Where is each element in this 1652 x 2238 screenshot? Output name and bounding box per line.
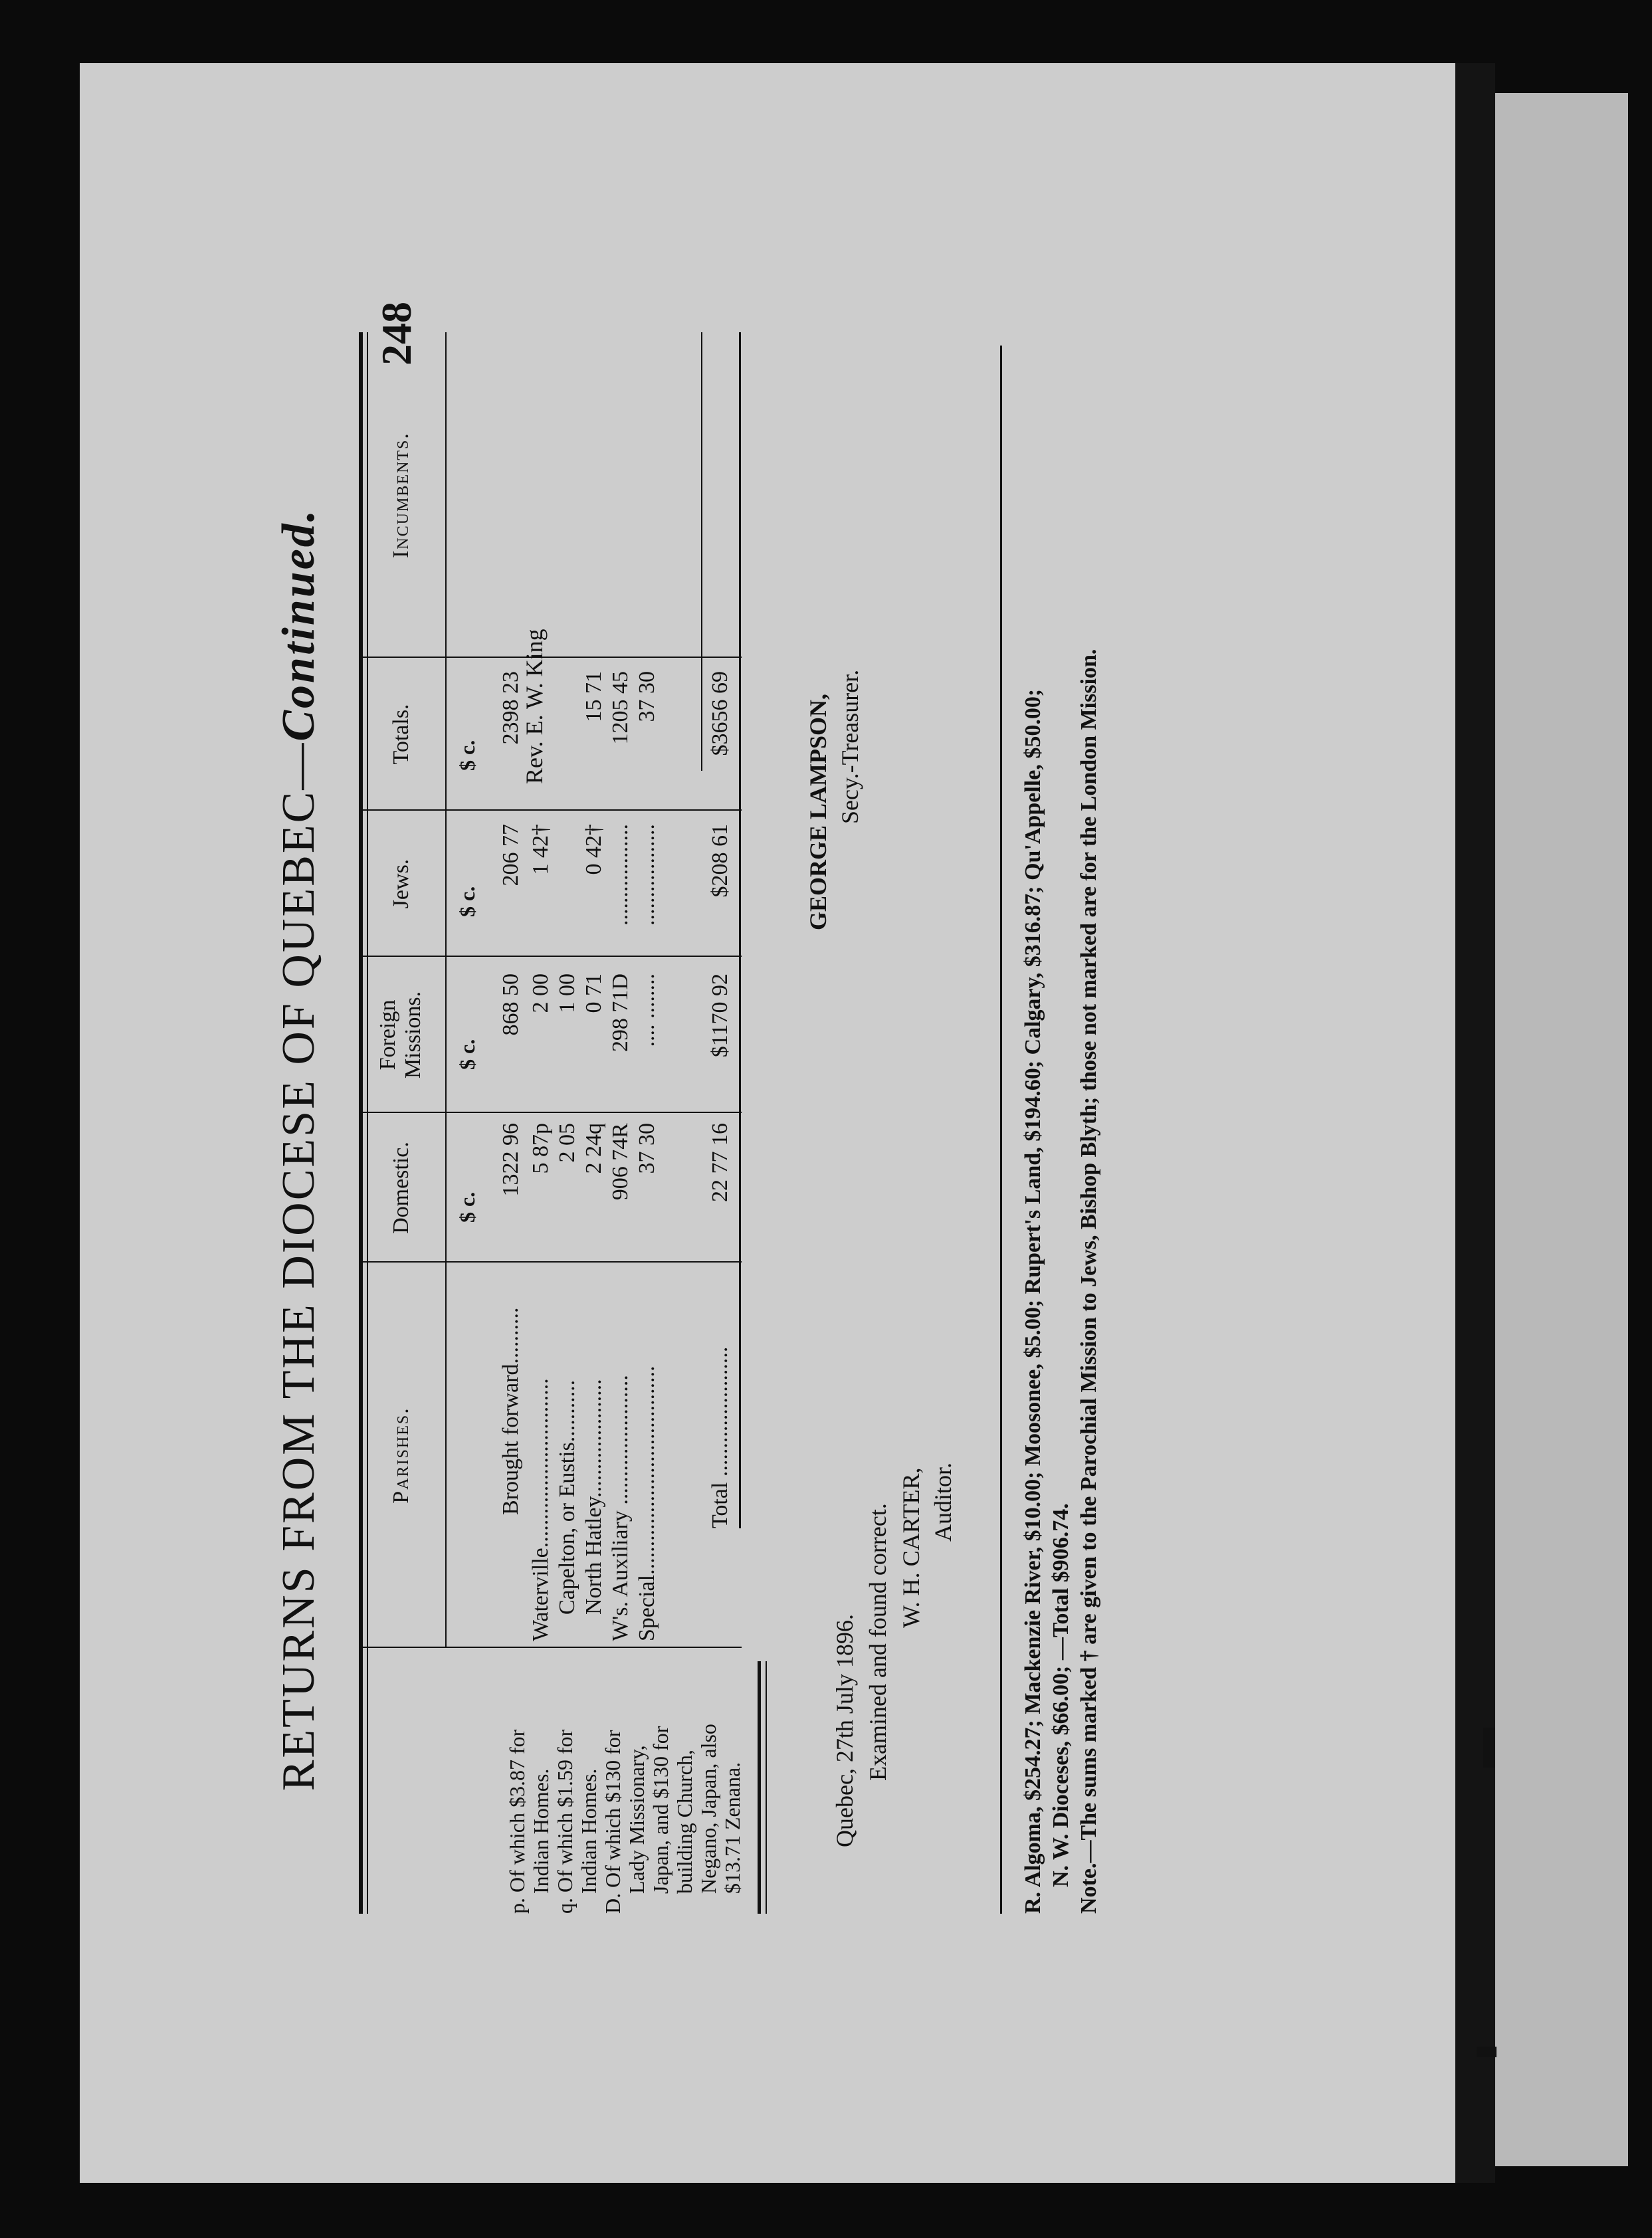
unit-domestic: $ c. [455, 1191, 479, 1223]
title-main: RETURNS FROM THE DIOCESE OF QUEBEC— [273, 741, 324, 1791]
col-divider [363, 1647, 742, 1648]
cell-jews: .................. [608, 824, 633, 926]
left-double-rule-thin [766, 1661, 767, 1914]
footnote-line: N. W. Dioceses, $66.00; —Total $906.74. [1049, 1503, 1073, 1887]
cell-foreign: .... ........ [635, 973, 659, 1047]
cell-domestic: 37 30 [635, 1123, 659, 1174]
side-note-line: Negano, Japan, also [696, 1724, 720, 1894]
cell-domestic: 906 74R [608, 1123, 633, 1201]
header-bottom-rule [445, 332, 447, 1648]
side-note-line: building Church, [672, 1750, 696, 1894]
col-divider [363, 657, 742, 658]
binding-mark [1477, 2047, 1497, 2057]
rotated-page-content [226, 253, 1263, 2047]
unit-totals: $ c. [455, 740, 479, 771]
incumbent-name: Rev. E. W. King [521, 629, 548, 784]
cell-foreign: 1 00 [555, 973, 579, 1013]
place-date: Quebec, 27th July 1896. [831, 1614, 858, 1847]
parish-name: Capelton, or Eustis........... [555, 1379, 579, 1615]
side-note-line: $13.71 Zenana. [720, 1762, 744, 1894]
side-note-line: q. Of which $1.59 for [553, 1729, 577, 1914]
unit-jews: $ c. [455, 886, 479, 917]
total-rule [701, 332, 702, 771]
footnote-line: Note.—The sums marked † are given to the Parochial Mission to Jews, Bishop Blyth; those not marked are for the London Mission. [1077, 649, 1101, 1914]
parish-name: W's. Auxiliary ....................... [608, 1375, 633, 1641]
cell-jews: 0 42† [581, 824, 606, 875]
page-title [272, 253, 326, 2047]
left-double-rule [758, 1661, 761, 1914]
title-continued: Continued. [273, 508, 324, 742]
col-header-foreign: Foreign Missions. [375, 991, 425, 1079]
col-header-parishes: Parishes. [389, 1407, 413, 1504]
table-top-rule-thin [367, 332, 368, 1914]
treasurer-title: Secy.-Treasurer. [837, 669, 863, 824]
cell-domestic: 2 05 [555, 1123, 579, 1163]
unit-foreign: $ c. [455, 1039, 479, 1070]
total-jews: $208 61 [708, 824, 732, 898]
cell-totals: 15 71 [581, 671, 606, 722]
parish-name: Special..................................... [635, 1366, 659, 1641]
footnote-rule [1000, 346, 1002, 1914]
col-divider [363, 1261, 742, 1263]
table-top-rule [359, 332, 363, 1914]
page-number: 248 [373, 302, 420, 365]
auditor-name: W. H. CARTER, [898, 1467, 924, 1628]
cell-domestic: 5 87p [528, 1123, 553, 1174]
col-divider [363, 1112, 742, 1113]
binding-gutter [1455, 63, 1495, 2183]
cell-foreign: 2 00 [528, 973, 553, 1013]
side-note-line: D. Of which $130 for [601, 1730, 625, 1914]
col-header-totals: Totals. [389, 704, 413, 765]
cell-foreign: 868 50 [498, 973, 523, 1036]
cell-foreign: 0 71 [581, 973, 606, 1013]
side-note-line: Japan, and $130 for [649, 1726, 672, 1894]
auditor-title: Auditor. [930, 1462, 956, 1542]
total-totals: $3656 69 [708, 671, 732, 756]
cell-domestic: 2 24q [581, 1123, 606, 1174]
side-note-line: Indian Homes. [577, 1768, 601, 1894]
cell-jews: 206 77 [498, 824, 523, 886]
facing-page-edge [1495, 93, 1628, 2166]
treasurer-name: GEORGE LAMPSON, [805, 693, 831, 930]
total-domestic: 22 77 16 [708, 1123, 732, 1202]
binding-mark [1483, 1728, 1495, 1768]
cell-totals: 2398 23 [498, 671, 523, 745]
examined-statement: Examined and found correct. [865, 1503, 891, 1781]
cell-totals: 1205 45 [608, 671, 633, 745]
cell-domestic: 1322 96 [498, 1123, 523, 1197]
side-note-line: p. Of which $3.87 for [505, 1729, 529, 1914]
side-note-line: Indian Homes. [529, 1768, 553, 1894]
col-header-domestic: Domestic. [389, 1142, 413, 1234]
cell-jews: .................. [635, 824, 659, 926]
total-foreign: $1170 92 [708, 973, 732, 1058]
cell-jews: 1 42† [528, 824, 553, 875]
col-header-incumbents: Incumbents. [389, 432, 413, 558]
parish-name: North Hatley..................... [581, 1379, 606, 1615]
cell-totals: 37 30 [635, 671, 659, 722]
parish-name: Waterville.............................. [528, 1378, 553, 1641]
side-note-line: Lady Missionary, [625, 1745, 649, 1894]
col-divider [363, 809, 742, 811]
col-divider [363, 956, 742, 957]
table-bottom-rule [739, 332, 741, 1528]
footnote-line: R. Algoma, $254.27; Mackenzie River, $10.00; Moosonee, $5.00; Rupert's Land, $194.60; Calgary, $316.87; Qu'Appelle, $50.00; [1021, 688, 1045, 1914]
total-label: Total ....................... [708, 1346, 732, 1528]
cell-foreign: 298 71D [608, 973, 633, 1053]
col-header-jews: Jews. [389, 859, 413, 909]
parish-name: Brought forward.......... [498, 1307, 523, 1515]
